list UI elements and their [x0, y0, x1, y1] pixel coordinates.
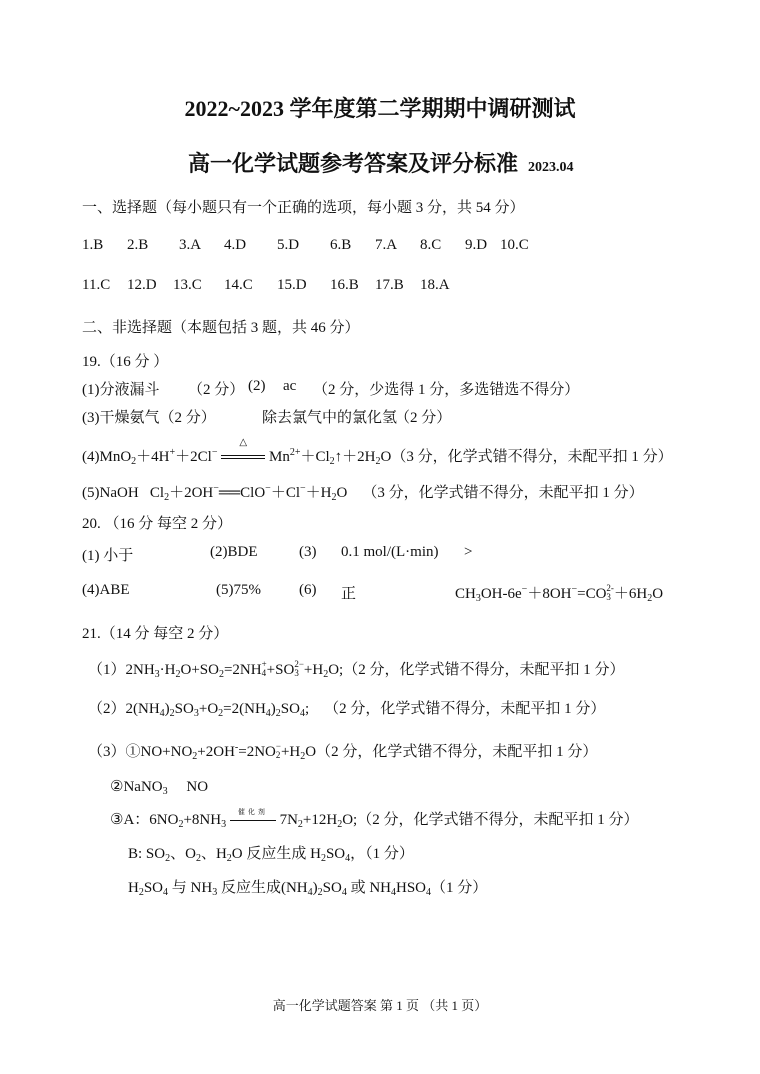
- eq-text: 、O: [170, 846, 196, 862]
- eq-sub: 2: [195, 853, 201, 864]
- q19-score-2: （2 分，少选得 1 分，多选错选不得分）: [313, 382, 580, 398]
- eq-text: =CO: [577, 586, 607, 602]
- q20-answer-1: (1) 小于: [82, 548, 134, 564]
- eq-text: ②NaNO: [110, 779, 163, 795]
- eq-sub: 2: [192, 751, 198, 762]
- q21-equation-a: [110, 808, 638, 830]
- eq-sub: 3: [294, 668, 299, 678]
- q19-answer-1: (1)分液漏斗: [82, 382, 160, 398]
- eq-text: （2 分，化学式错不得分，未配平扣 1 分）: [324, 701, 606, 717]
- q21-equation-1: [88, 658, 624, 680]
- eq-text: 、H: [200, 846, 227, 862]
- eq-sub: 2: [175, 669, 181, 680]
- answer-17: 17.B: [375, 277, 404, 293]
- answer-18: 18.A: [420, 277, 450, 293]
- eq-text: =2NH: [223, 662, 262, 678]
- page-subtitle: [188, 147, 574, 178]
- eq-text: 或 NH: [346, 880, 391, 896]
- eq-text: (5)NaOH: [82, 485, 139, 501]
- q20-answer-3: 0.1 mol/(L·min): [341, 544, 439, 560]
- eq-text: O（2 分，化学式错不得分，未配平扣 1 分）: [305, 744, 598, 760]
- q19-answer-2: ac: [283, 378, 297, 394]
- eq-text: +H: [303, 662, 324, 678]
- answer-3: 3.A: [179, 237, 202, 253]
- eq-text: SO: [325, 846, 346, 862]
- q19-label-2: (2): [248, 378, 266, 394]
- eq-text: +SO: [266, 662, 295, 678]
- eq-sub: 4: [159, 708, 165, 719]
- q19-answer-3b: 除去氯气中的氯化氢: [262, 410, 398, 426]
- page-footer: 高一化学试题答案 第 1 页 （共 1 页）: [272, 998, 488, 1013]
- eq-sub: 2: [647, 593, 653, 604]
- eq-sub: 4: [426, 887, 431, 898]
- eq-sub: 3: [162, 786, 168, 797]
- eq-text: O: [336, 485, 348, 501]
- eq-sub: 3: [154, 669, 160, 680]
- answer-16: 16.B: [330, 277, 359, 293]
- q20-answer-5: (5)75%: [216, 582, 261, 598]
- eq-sub: 2: [169, 708, 175, 719]
- eq-sub: 4: [299, 708, 305, 719]
- eq-text: NO: [186, 779, 209, 795]
- double-line: [221, 455, 265, 459]
- eq-sup: −: [275, 741, 281, 751]
- eq-sub: 2: [275, 708, 281, 719]
- eq-sub: 2: [164, 492, 170, 503]
- eq-text: ): [164, 701, 170, 717]
- eq-sub: 2: [323, 669, 329, 680]
- eq-text: +8NH: [183, 812, 222, 828]
- answer-7: 7.A: [375, 237, 398, 253]
- eq-sup: −: [521, 584, 528, 595]
- eq-text: （3）①NO+NO: [88, 744, 193, 760]
- q19-heading: 19.（16 分 ）: [82, 354, 169, 370]
- eq-sub: 2: [329, 456, 335, 467]
- answer-5: 5.D: [277, 237, 300, 253]
- eq-text: OH-6e: [480, 586, 522, 602]
- q20-answer-2: (2)BDE: [210, 544, 258, 560]
- q20-heading: 20. （16 分 每空 2 分）: [82, 516, 233, 532]
- answer-4: 4.D: [224, 237, 247, 253]
- answer-2: 2.B: [127, 237, 149, 253]
- eq-text: ;: [304, 701, 310, 717]
- eq-text: =2NO: [238, 744, 276, 760]
- eq-text: B: SO: [128, 846, 166, 862]
- subtitle-text: 高一化学试题参考答案及评分标准: [188, 151, 519, 176]
- eq-text: H: [128, 880, 139, 896]
- arrow-line: [230, 820, 276, 821]
- eq-sub: 2: [226, 853, 232, 864]
- eq-text: ，（1 分）: [350, 846, 414, 862]
- eq-sub: 2: [218, 708, 224, 719]
- eq-sup: 2−: [294, 659, 304, 669]
- answer-1: 1.B: [82, 237, 104, 253]
- eq-sup: −: [300, 483, 306, 494]
- eq-sub: 4: [307, 887, 313, 898]
- q21-equation-2: [88, 697, 605, 719]
- q20-equation: [455, 582, 663, 604]
- answer-15: 15.D: [277, 277, 307, 293]
- eq-sub: 4: [390, 887, 396, 898]
- eq-text: +12H: [302, 812, 338, 828]
- eq-text: ＋2Cl: [175, 449, 212, 465]
- q21-explanation-b: [128, 842, 414, 864]
- eq-sub: 2: [297, 819, 303, 830]
- eq-text: ): [312, 880, 318, 896]
- eq-sub: 3: [193, 708, 199, 719]
- page-title: 2022~2023 学年度第二学期期中调研测试: [184, 96, 576, 121]
- heat-icon: △: [239, 437, 248, 448]
- eq-sup: −: [265, 483, 271, 494]
- eq-text: O（3 分，化学式错不得分，未配平扣 1 分）: [380, 449, 673, 465]
- q21-equation-3: [88, 740, 597, 762]
- eq-text: ·H: [159, 662, 176, 678]
- eq-supsub: [294, 660, 304, 678]
- answer-11: 11.C: [82, 277, 111, 293]
- answer-12: 12.D: [127, 277, 157, 293]
- q20-label-3: (3): [299, 544, 317, 560]
- eq-text: ＋4H: [136, 449, 170, 465]
- eq-sub: 2: [317, 887, 323, 898]
- heat-condition-arrow: [221, 437, 265, 459]
- eq-sub: 3: [606, 592, 611, 602]
- eq-sub: 2: [138, 887, 144, 898]
- q21-heading: 21.（14 分 每空 2 分）: [82, 626, 229, 642]
- eq-sub: 2: [331, 492, 337, 503]
- eq-sup: 2-: [606, 583, 614, 593]
- q19-answer-3: (3)干燥氨气（2 分）: [82, 410, 216, 426]
- answer-8: 8.C: [420, 237, 442, 253]
- eq-sub: 3: [221, 819, 227, 830]
- eq-sup: 2+: [289, 447, 301, 458]
- q20-answer-6: 正: [341, 586, 357, 602]
- eq-supsub: [606, 584, 614, 602]
- eq-text: ＋Cl: [300, 449, 330, 465]
- eq-sub: 4: [341, 887, 347, 898]
- eq-text: ＋6H: [613, 586, 648, 602]
- eq-text: ↑＋2H: [334, 449, 376, 465]
- eq-sub: 3: [212, 887, 218, 898]
- eq-sub: 3: [475, 593, 481, 604]
- eq-sub: 2: [218, 669, 224, 680]
- eq-sup: +: [261, 659, 267, 669]
- eq-text: ══ClO: [218, 485, 266, 501]
- section1-heading: 一、选择题（每小题只有一个正确的选项，每小题 3 分，共 54 分）: [82, 200, 525, 216]
- eq-text: +H: [280, 744, 301, 760]
- eq-text: CH: [455, 586, 476, 602]
- eq-sub: 4: [265, 708, 271, 719]
- answer-14: 14.C: [224, 277, 253, 293]
- eq-text: 7N: [279, 812, 298, 828]
- eq-text: （2）2(NH: [88, 701, 160, 717]
- eq-sup: −: [571, 584, 578, 595]
- eq-sub: 4: [345, 853, 351, 864]
- eq-text: +2OH: [197, 744, 235, 760]
- eq-text: ③A：6NO: [110, 812, 179, 828]
- eq-sup: −: [211, 447, 218, 458]
- eq-text: （1 分）: [431, 880, 488, 896]
- eq-text: （3 分，化学式错不得分，未配平扣 1 分）: [362, 485, 644, 501]
- eq-sub: 2: [131, 456, 137, 467]
- eq-sup: +: [169, 447, 176, 458]
- eq-sup: -: [234, 742, 239, 753]
- eq-text: ＋H: [305, 485, 332, 501]
- eq-text: 与 NH: [168, 880, 213, 896]
- eq-text: SO: [280, 701, 300, 717]
- q21-explanation-b2: [128, 876, 487, 898]
- q19-score-1: （2 分）: [188, 382, 245, 398]
- eq-sub: 2: [165, 853, 171, 864]
- q19-score-3: （2 分）: [395, 410, 452, 426]
- exam-date: 2023.04: [528, 160, 574, 175]
- eq-text: SO: [143, 880, 164, 896]
- eq-sup: −: [213, 483, 219, 494]
- eq-text: Cl: [149, 485, 165, 501]
- eq-sub: 4: [261, 668, 267, 678]
- answer-9: 9.D: [465, 237, 488, 253]
- eq-text: O: [652, 586, 664, 602]
- eq-text: O;（2 分，化学式错不得分，未配平扣 1 分）: [328, 662, 625, 678]
- eq-sub: 2: [320, 853, 326, 864]
- eq-text: (4)MnO: [82, 449, 132, 465]
- eq-text: =2(NH: [223, 701, 266, 717]
- eq-text: ): [270, 701, 276, 717]
- eq-sub: 2: [337, 819, 343, 830]
- answer-6: 6.B: [330, 237, 352, 253]
- eq-text: ＋8OH: [527, 586, 572, 602]
- q21-answer-products: [110, 777, 208, 797]
- eq-sub: 2: [178, 819, 184, 830]
- section2-heading: 二、非选择题（本题包括 3 题，共 46 分）: [82, 320, 360, 336]
- eq-text: 反应生成(NH: [217, 880, 308, 896]
- catalyst-condition-arrow: [230, 808, 276, 821]
- q19-equation-4: [82, 437, 673, 467]
- eq-text: Mn: [268, 449, 290, 465]
- eq-sub: 2: [300, 751, 306, 762]
- eq-text: O 反应生成 H: [231, 846, 321, 862]
- eq-text: ＋Cl: [270, 485, 300, 501]
- eq-text: （1）2NH: [88, 662, 155, 678]
- answer-13: 13.C: [173, 277, 202, 293]
- eq-sub: 4: [163, 887, 169, 898]
- eq-text: O+SO: [180, 662, 219, 678]
- eq-text: +O: [198, 701, 219, 717]
- eq-text: SO: [322, 880, 342, 896]
- eq-text: HSO: [395, 880, 426, 896]
- eq-text: ＋2OH: [169, 485, 214, 501]
- eq-sub: 2: [375, 456, 381, 467]
- q20-label-6: (6): [299, 582, 317, 598]
- catalyst-label: 催化剂: [237, 808, 268, 816]
- answer-10: 10.C: [500, 237, 529, 253]
- eq-text: O;（2 分，化学式错不得分，未配平扣 1 分）: [342, 812, 639, 828]
- q19-equation-5: [82, 481, 644, 503]
- q20-answer-4: (4)ABE: [82, 582, 130, 598]
- eq-sub: 2: [275, 750, 281, 760]
- q20-answer-3b: >: [464, 544, 473, 560]
- eq-text: SO: [174, 701, 194, 717]
